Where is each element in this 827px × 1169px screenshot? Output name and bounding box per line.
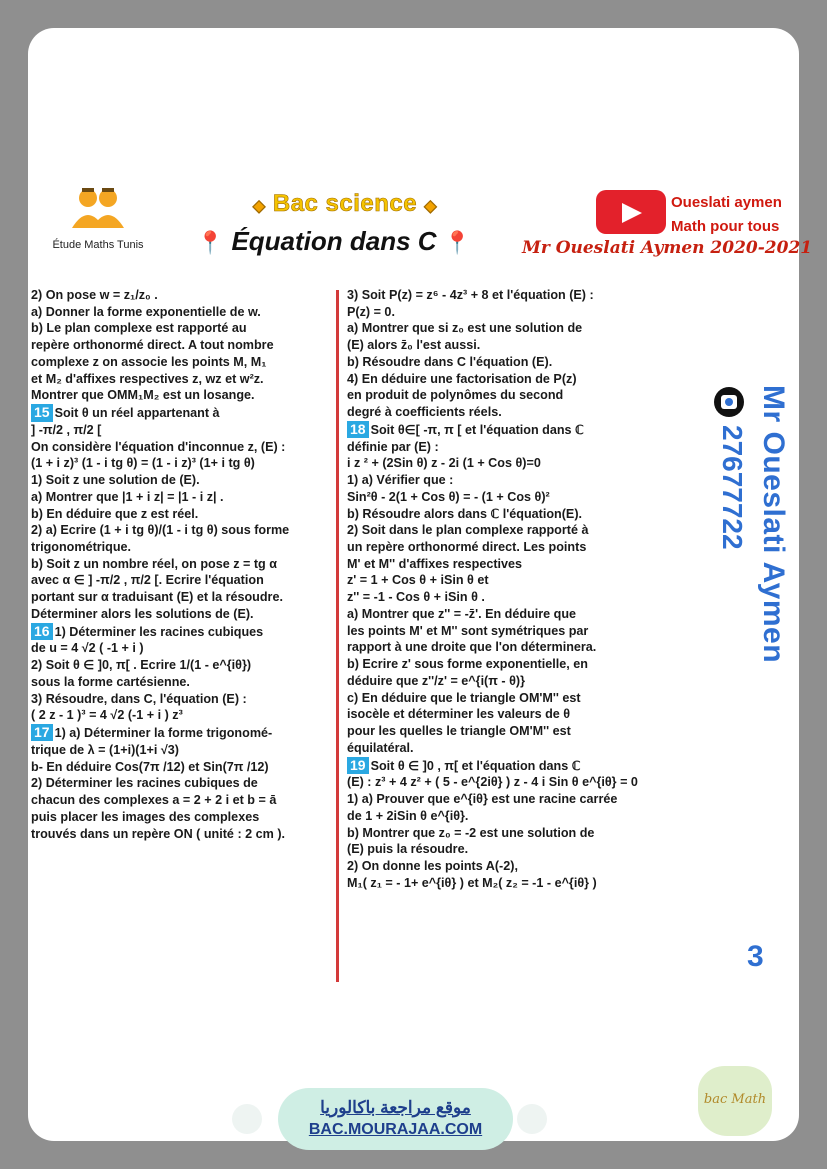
text-line: déduire que z''/z' = e^{i(π - θ)}: [347, 673, 525, 688]
footer-url[interactable]: BAC.MOURAJAA.COM: [308, 1121, 483, 1138]
exercise-number-badge: 18: [347, 421, 369, 438]
text-line: de u = 4 √2 ( -1 + i ): [31, 641, 144, 656]
text-line: P(z) = 0.: [347, 304, 395, 319]
exercise-text: 1) a) Déterminer la forme trigonomé-: [54, 726, 273, 741]
text-line: pour les quelles le triangle OM'M'' est: [347, 724, 571, 739]
bac-title: [240, 190, 450, 218]
pushpin-icon: 📍: [443, 230, 472, 255]
youtube-icon[interactable]: [596, 190, 666, 234]
exercise-text: Soit θ∈[ -π, π [ et l'équation dans ℂ: [370, 422, 584, 437]
text-line: de 1 + 2iSin θ e^{iθ}.: [347, 808, 469, 823]
text-line: avec α ∈ ] -π/2 , π/2 [. Ecrire l'équation: [31, 573, 264, 588]
text-line: [31, 623, 331, 641]
bac-math-logo: bac Math: [698, 1066, 772, 1136]
text-line: c) En déduire que le triangle OM'M'' est: [347, 690, 581, 705]
text-line: les points M' et M'' sont symétriques par: [347, 623, 589, 638]
text-line: trouvés dans un repère ON ( unité : 2 cm ).: [31, 826, 286, 841]
text-line: 2) Soit dans le plan complexe rapporté à: [347, 523, 589, 538]
text-line: équilatéral.: [347, 740, 414, 755]
text-line: b) Ecrire z' sous forme exponentielle, en: [347, 657, 588, 672]
exercise-number-badge: 16: [31, 623, 53, 640]
text-line: 1) Soit z une solution de (E).: [31, 473, 200, 488]
channel-tagline: Math pour tous: [671, 218, 780, 235]
text-line: 1) a) Vérifier que :: [347, 473, 454, 488]
play-icon: [622, 203, 642, 223]
exercise-number-badge: 15: [31, 404, 53, 421]
site-logo: [48, 184, 148, 251]
footer-arabic-text: موقع مراجعة باكالوريا: [320, 1098, 471, 1117]
text-line: a) Donner la forme exponentielle de w.: [31, 304, 261, 319]
text-line: On considère l'équation d'inconnue z, (E) :: [31, 439, 286, 454]
text-line: b) Résoudre alors dans ℂ l'équation(E).: [347, 506, 583, 521]
text-line: rapport à une droite que l'on déterminera.: [347, 640, 597, 655]
text-line: 2) Déterminer les racines cubiques de: [31, 776, 258, 791]
footer-link[interactable]: [278, 1088, 513, 1150]
text-line: degré à coefficients réels.: [347, 405, 502, 420]
people-icon: [66, 184, 130, 232]
column-divider: [336, 290, 339, 982]
teacher-year: Mr Oueslati Aymen 2020-2021: [522, 238, 813, 258]
text-line: définie par (E) :: [347, 439, 439, 454]
page-title-text: Équation dans C: [231, 226, 437, 256]
text-line: isocèle et déterminer les valeurs de θ: [347, 707, 571, 722]
bac-title-text: Bac science: [272, 190, 418, 217]
text-line: a) Montrer que |1 + i z| = |1 - i z| .: [31, 489, 224, 504]
text-line: [31, 724, 331, 742]
text-line: 2) On donne les points A(-2),: [347, 858, 518, 873]
text-line: sous la forme cartésienne.: [31, 674, 190, 689]
text-line: 1) a) Prouver que e^{iθ} est une racine carrée: [347, 792, 618, 807]
text-line: z' = 1 + Cos θ + iSin θ et: [347, 573, 489, 588]
text-line: Sin²θ - 2(1 + Cos θ) = - (1 + Cos θ)²: [347, 489, 550, 504]
text-line: b) Le plan complexe est rapporté au: [31, 321, 247, 336]
text-line: i z ² + (2Sin θ) z - 2i (1 + Cos θ)=0: [347, 456, 541, 471]
bullet-icon: ◆: [252, 198, 266, 215]
logo-text: Étude Maths Tunis: [52, 239, 144, 251]
footer-logo-right: [517, 1104, 547, 1134]
text-line: 3) Résoudre, dans C, l'équation (E) :: [31, 691, 247, 706]
left-column: [31, 287, 331, 842]
pushpin-icon: 📍: [196, 230, 225, 255]
exercise-number-badge: 19: [347, 757, 369, 774]
text-line: (E) : z³ + 4 z² + ( 5 - e^{2iθ} ) z - 4 i Sin θ e^{iθ} = 0: [347, 775, 638, 790]
exercise-text: Soit θ ∈ ]0 , π[ et l'équation dans ℂ: [370, 758, 581, 773]
bullet-icon: ◆: [424, 198, 438, 215]
text-line: Montrer que OMM₁M₂ est un losange.: [31, 388, 255, 403]
text-line: a) Montrer que z'' = -z̄'. En déduire que: [347, 606, 577, 621]
text-line: et M₂ d'affixes respectives z, wz et w²z.: [31, 371, 264, 386]
text-line: 2) On pose w = z₁/z₀ .: [31, 288, 158, 302]
exercise-text: Soit θ un réel appartenant à: [54, 406, 220, 421]
text-line: portant sur α traduisant (E) et la résoudre.: [31, 590, 283, 605]
text-line: trique de λ = (1+i)(1+i √3): [31, 742, 179, 757]
text-line: 4) En déduire une factorisation de P(z): [347, 371, 577, 386]
footer-logo-left: [232, 1104, 262, 1134]
text-line: [347, 421, 647, 439]
text-line: (E) alors z̄₀ l'est aussi.: [347, 338, 481, 353]
text-line: puis placer les images des complexes: [31, 809, 260, 824]
text-line: a) Montrer que si z₀ est une solution de: [347, 321, 583, 336]
right-column: [347, 287, 647, 891]
phone-number-vertical: 27677722: [717, 425, 748, 550]
text-line: b) En déduire que z est réel.: [31, 506, 199, 521]
text-line: b) Résoudre dans C l'équation (E).: [347, 354, 553, 369]
text-line: z'' = -1 - Cos θ + iSin θ .: [347, 590, 485, 605]
text-line: 2) Soit θ ∈ ]0, π[ . Ecrire 1/(1 - e^{iθ}): [31, 658, 252, 673]
exercise-number-badge: 17: [31, 724, 53, 741]
text-line: M₁( z₁ = - 1+ e^{iθ} ) et M₂( z₂ = -1 - e^{iθ} ): [347, 875, 597, 890]
page-number: 3: [747, 940, 764, 973]
text-line: b) Soit z un nombre réel, on pose z = tg α: [31, 556, 277, 571]
author-name-vertical: Mr Oueslati Aymen: [757, 385, 790, 664]
exercise-text: 1) Déterminer les racines cubiques: [54, 624, 264, 639]
text-line: en produit de polynômes du second: [347, 388, 564, 403]
page-title: [164, 226, 504, 257]
text-line: 2) a) Ecrire (1 + i tg θ)/(1 - i tg θ) sous forme: [31, 523, 290, 538]
text-line: b) Montrer que z₀ = -2 est une solution de: [347, 825, 595, 840]
text-line: (1 + i z)³ (1 - i tg θ) = (1 - i z)³ (1+ i tg θ): [31, 456, 255, 471]
text-line: trigonométrique.: [31, 540, 132, 555]
text-line: [31, 404, 331, 422]
text-line: ( 2 z - 1 )³ = 4 √2 (-1 + i ) z³: [31, 708, 183, 723]
text-line: un repère orthonormé direct. Les points: [347, 540, 587, 555]
text-line: (E) puis la résoudre.: [347, 842, 469, 857]
text-line: [347, 757, 647, 775]
text-line: Déterminer alors les solutions de (E).: [31, 606, 254, 621]
text-line: complexe z on associe les points M, M₁: [31, 354, 267, 369]
text-line: repère orthonormé direct. A tout nombre: [31, 338, 274, 353]
text-line: M' et M'' d'affixes respectives: [347, 556, 523, 571]
text-line: b- En déduire Cos(7π /12) et Sin(7π /12): [31, 759, 269, 774]
text-line: 3) Soit P(z) = z⁶ - 4z³ + 8 et l'équation (E) :: [347, 288, 594, 302]
channel-name: Oueslati aymen: [671, 194, 782, 211]
text-line: chacun des complexes a = 2 + 2 i et b = ā: [31, 793, 277, 808]
text-line: ] -π/2 , π/2 [: [31, 422, 102, 437]
phone-icon: [712, 385, 746, 419]
